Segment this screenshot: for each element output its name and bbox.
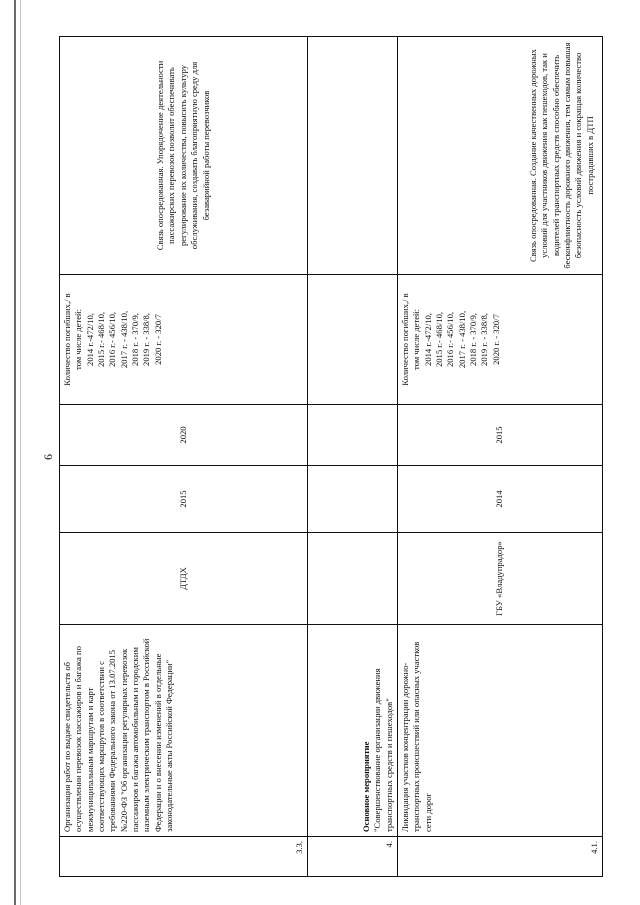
indicator-line: 2017 г. - 438/10, xyxy=(456,310,467,369)
indicator-line: 2014 г.-472/10, xyxy=(422,313,433,366)
page-number: 6 xyxy=(41,454,55,460)
executor-cell xyxy=(308,533,398,625)
measure-name-cell xyxy=(308,625,398,837)
relation-cell: Связь опосредованная. Создание качественных дорожных условий для участников движения как пешеходов, так и водителей транспортных средств способно обеспечить бесконфликтность дорожного движения, тем самым повышая безопасность условий движения и сокращая количество пострадавших в ДТП xyxy=(398,37,603,275)
start-year-cell xyxy=(308,466,398,533)
row-number-cell: 3.3. xyxy=(60,837,308,877)
indicator-line: Количество погибших,/ в xyxy=(400,293,410,386)
start-year-cell: 2015 xyxy=(60,466,308,533)
row-number-cell: 4.1. xyxy=(398,837,603,877)
main-measure-heading: Основное мероприятие xyxy=(360,741,371,832)
measure-name-cell: Организация работ по выдаче свидетельств об осуществлении перевозок пассажиров и багажа по межмуниципальным маршрутам и карт соответствующих маршрутов в соответствии с требованиями Федерального закона от 13.07.2015 №220-ФЗ "Об организации регулярных перевозок пассажиров и багажа автомобильным и городским наземным электрическим транспортом в Российской Федерации и о внесении изменений в отдельные законодательные акты Российской Федерации" xyxy=(60,625,308,837)
indicator-line: Количество погибших,/ в xyxy=(62,293,72,386)
table-row xyxy=(398,37,603,877)
indicator-line: 2018 г. - 370/9, xyxy=(468,313,479,366)
indicator-line: 2016 г.- 456/10, xyxy=(107,311,118,368)
relation-cell: Связь опосредованная. Упорядочение деятельности пассажирских перевозок позволит обеспечивать регулирование их количества, повысить культуру обслуживания, создавать благоприятную среду для безаварийной работы перевозчиков xyxy=(60,37,308,275)
indicator-line: 2019 г. - 338/8, xyxy=(141,313,152,366)
indicator-cell xyxy=(398,275,603,405)
indicator-line: 2018 г. - 370/9, xyxy=(130,313,141,366)
program-measures-table xyxy=(59,36,603,877)
executor-cell: ГБУ «Владупрадор» xyxy=(398,533,603,625)
end-year-cell: 2020 xyxy=(60,405,308,466)
start-year-cell: 2014 xyxy=(398,466,603,533)
relation-cell xyxy=(308,37,398,275)
indicator-line: 2014 г.-472/10, xyxy=(84,313,95,366)
indicator-line: том числе детей: xyxy=(411,308,422,371)
indicator-cell xyxy=(308,275,398,405)
indicator-lines xyxy=(400,279,502,400)
indicator-cell xyxy=(60,275,308,405)
indicator-line: 2019 г. - 338/8, xyxy=(479,313,490,366)
end-year-cell xyxy=(308,405,398,466)
table-row xyxy=(60,37,308,877)
indicator-line: 2015 г.- 468/10, xyxy=(96,311,107,368)
indicator-line: 2017 г. - 438/10, xyxy=(118,310,129,369)
end-year-cell: 2015 xyxy=(398,405,603,466)
scan-edge-shadow xyxy=(20,0,21,905)
table-row xyxy=(308,37,398,877)
rotated-document-page xyxy=(33,37,608,877)
measure-name-cell: Ликвидация участков концентрации дорожно-транспортных происшествий или опасных участков сети дорог xyxy=(398,625,603,837)
indicator-line: 2020 г. - 320/7 xyxy=(152,314,163,365)
executor-cell: ДТДХ xyxy=(60,533,308,625)
indicator-line: том числе детей: xyxy=(73,308,84,371)
scan-edge-line xyxy=(14,0,16,905)
main-measure-title: "Совершенствование организации движения транспортных средств и пешеходов" xyxy=(372,668,394,832)
indicator-lines xyxy=(62,279,164,400)
indicator-line: 2016 г.- 456/10, xyxy=(445,311,456,368)
row-number-cell: 4. xyxy=(308,837,398,877)
indicator-line: 2020 г. - 320/7 xyxy=(490,314,501,365)
indicator-line: 2015 г.- 468/10, xyxy=(434,311,445,368)
